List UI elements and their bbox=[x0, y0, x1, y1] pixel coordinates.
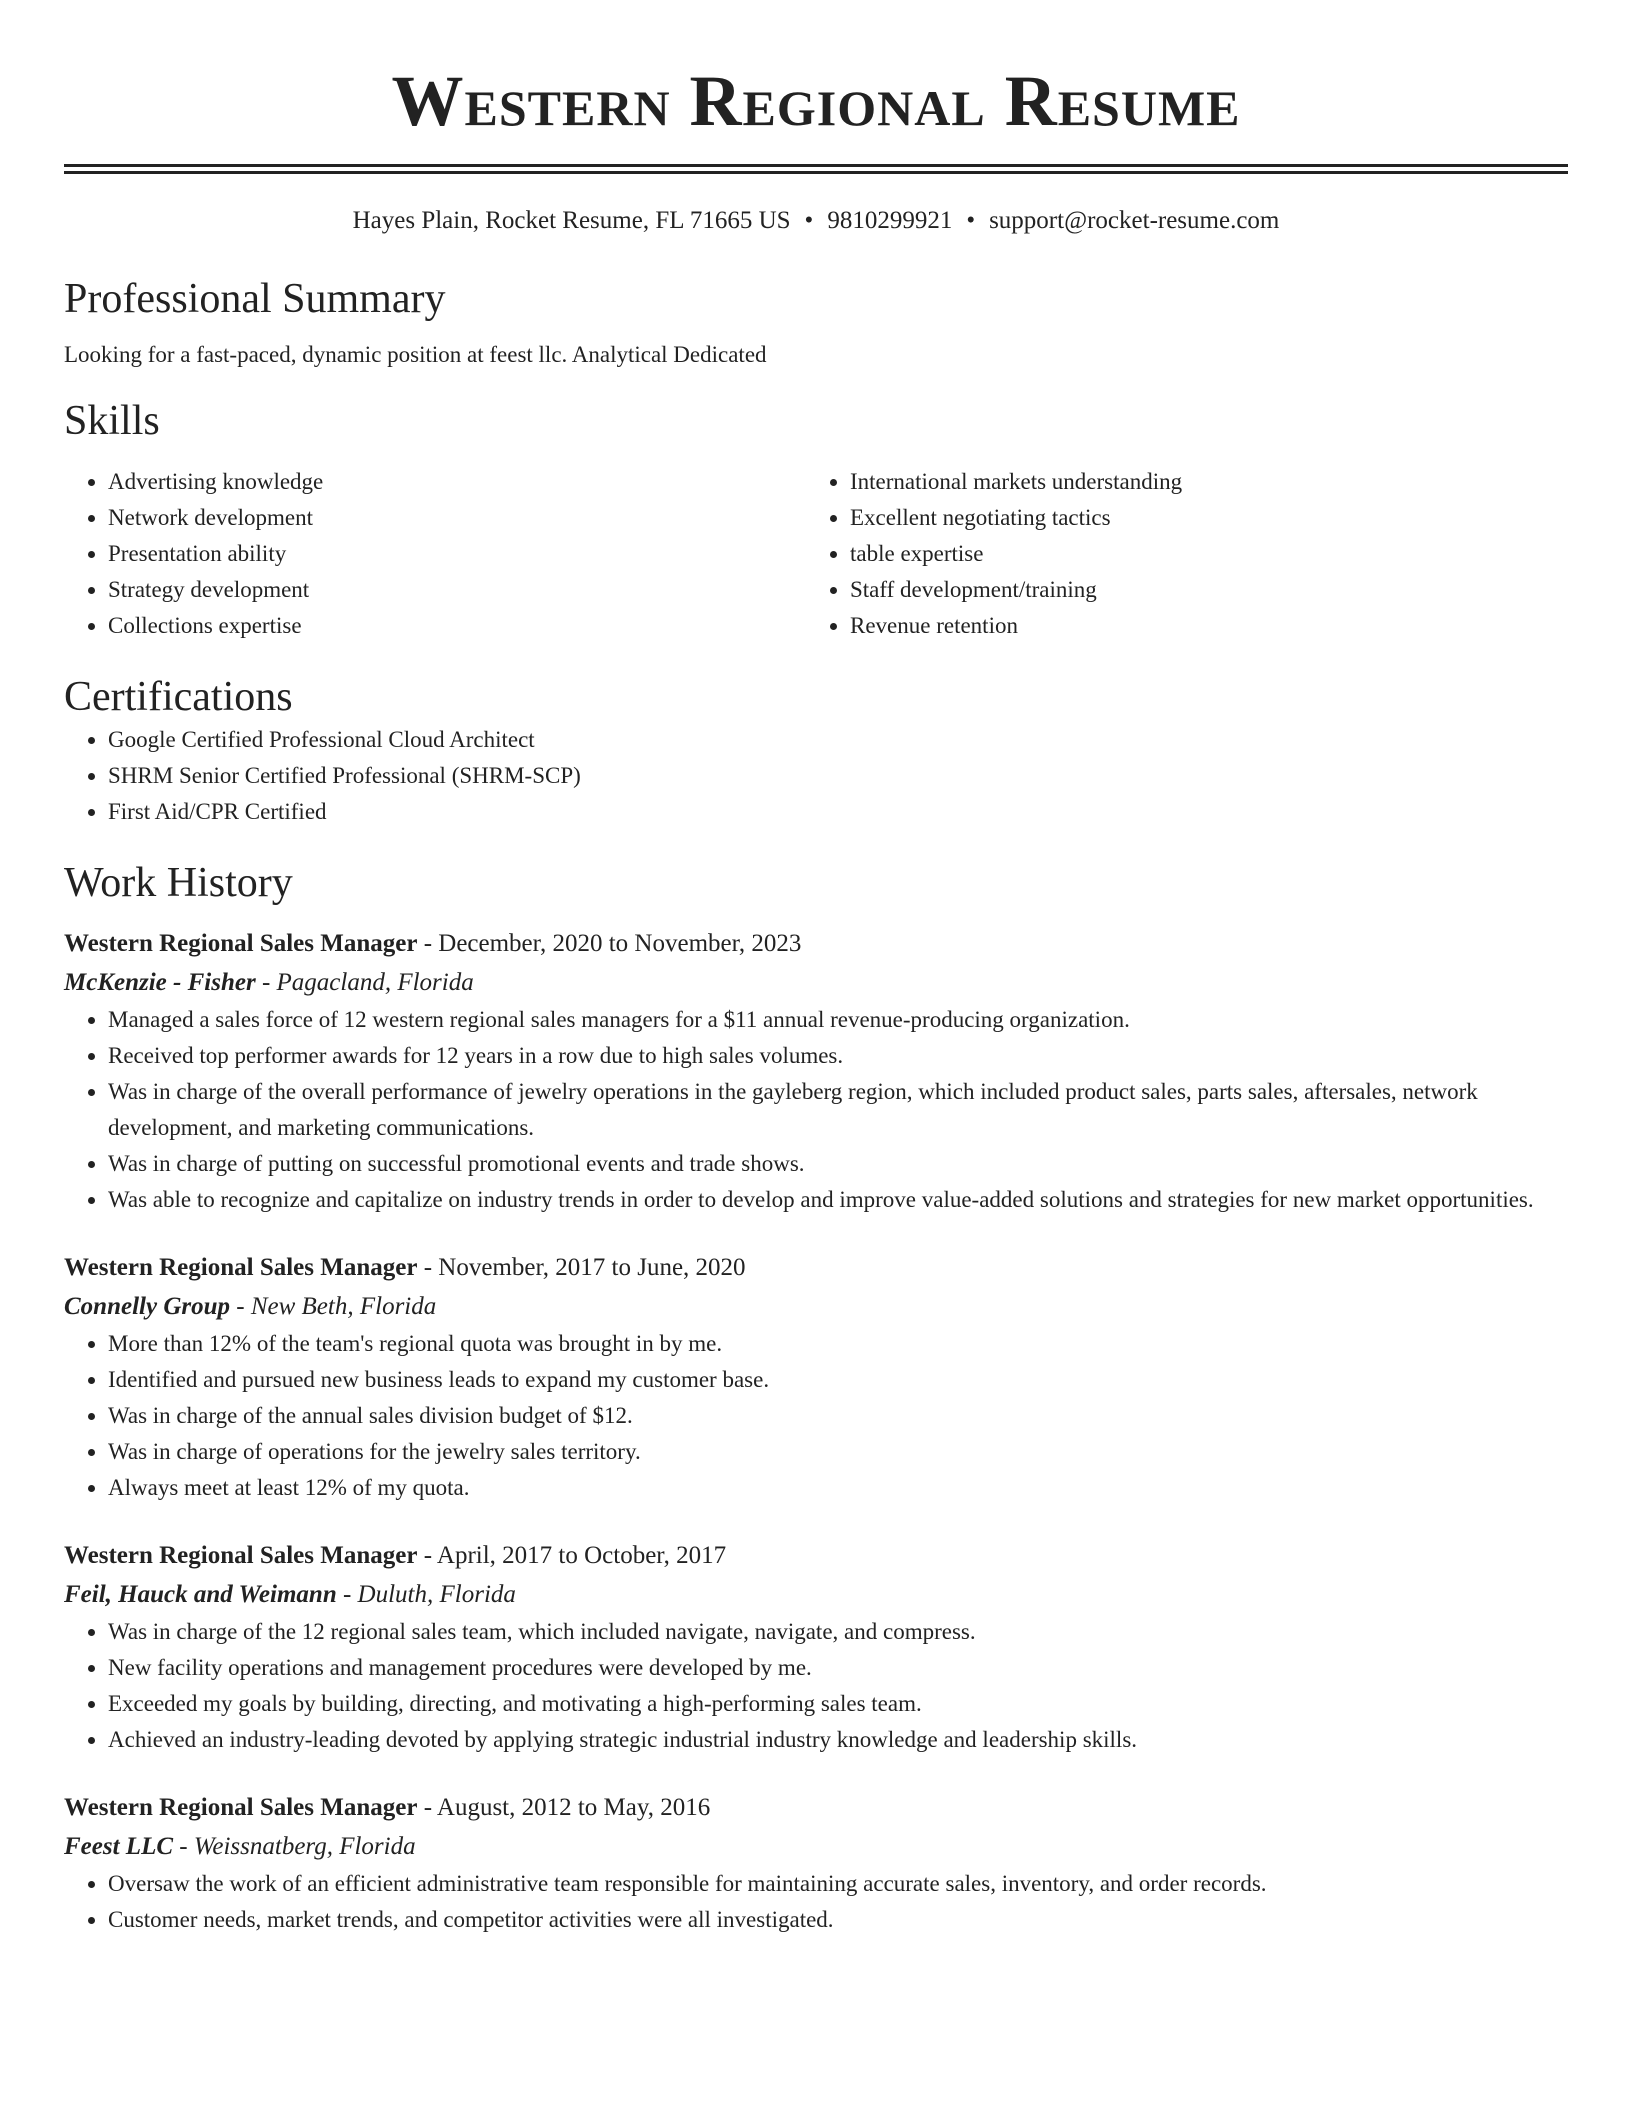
contact-email: support@rocket-resume.com bbox=[989, 207, 1280, 234]
job-bullet: • Achieved an industry-leading devoted by applying strategic industrial industry knowledge and leadership skills. bbox=[108, 1722, 1568, 1758]
job-title: Western Regional Sales Manager bbox=[64, 1542, 418, 1569]
certification-item: • First Aid/CPR Certified bbox=[108, 794, 1568, 830]
job-bullet: • Oversaw the work of an efficient administrative team responsible for maintaining accurate sales, inventory, and order records. bbox=[108, 1866, 1568, 1902]
job-bullet-list bbox=[64, 1866, 1568, 1938]
job-header bbox=[64, 1536, 1568, 1576]
job-bullet: • Exceeded my goals by building, directing, and motivating a high-performing sales team. bbox=[108, 1686, 1568, 1722]
job-bullet: • More than 12% of the team's regional quota was brought in by me. bbox=[108, 1326, 1568, 1362]
job-entry bbox=[64, 924, 1568, 1218]
certification-item: • Google Certified Professional Cloud Architect bbox=[108, 722, 1568, 758]
skills-grid bbox=[64, 464, 1568, 644]
skill-item: • Advertising knowledge bbox=[108, 464, 806, 500]
summary-heading: Professional Summary bbox=[64, 276, 446, 322]
job-company: Connelly Group bbox=[64, 1293, 231, 1320]
contact-line bbox=[64, 204, 1568, 238]
title-divider bbox=[64, 164, 1568, 174]
skills-heading: Skills bbox=[64, 398, 160, 444]
skill-item: • International markets understanding bbox=[850, 464, 1548, 500]
job-company: Feest LLC bbox=[64, 1833, 174, 1860]
job-bullet: • Was in charge of putting on successful promotional events and trade shows. bbox=[108, 1146, 1568, 1182]
job-entry bbox=[64, 1536, 1568, 1758]
job-company-line bbox=[64, 964, 1568, 1002]
job-dates: - December, 2020 to November, 2023 bbox=[417, 930, 802, 957]
job-dates: - November, 2017 to June, 2020 bbox=[417, 1254, 746, 1281]
contact-phone: 9810299921 bbox=[827, 207, 953, 234]
skills-list-left bbox=[64, 464, 806, 644]
job-title: Western Regional Sales Manager bbox=[64, 930, 418, 957]
skills-list-right bbox=[806, 464, 1548, 644]
job-bullet: • Was in charge of the overall performance of jewelry operations in the gayleberg region, which included product sales, parts sales, aftersales, network development, and marketing communications. bbox=[108, 1074, 1568, 1146]
job-company: McKenzie - Fisher bbox=[64, 969, 256, 996]
job-entry bbox=[64, 1788, 1568, 1938]
job-bullet: • Managed a sales force of 12 western regional sales managers for a $11 annual revenue-producing organization. bbox=[108, 1002, 1568, 1038]
work-history-heading: Work History bbox=[64, 860, 293, 906]
job-bullet-list bbox=[64, 1614, 1568, 1758]
skills-column-left bbox=[64, 464, 806, 644]
skill-item: • Presentation ability bbox=[108, 536, 806, 572]
job-bullet: • Was in charge of the annual sales division budget of $12. bbox=[108, 1398, 1568, 1434]
certifications-list bbox=[64, 722, 1568, 830]
resume-title: Western Regional Resume bbox=[391, 61, 1241, 141]
contact-separator: • bbox=[804, 207, 814, 234]
job-company: Feil, Hauck and Weimann bbox=[64, 1581, 337, 1608]
job-company-line bbox=[64, 1576, 1568, 1614]
job-dates: - April, 2017 to October, 2017 bbox=[417, 1542, 727, 1569]
certification-item: • SHRM Senior Certified Professional (SHRM-SCP) bbox=[108, 758, 1568, 794]
job-company-line bbox=[64, 1288, 1568, 1326]
job-bullet: • Was able to recognize and capitalize on industry trends in order to develop and improve value-added solutions and strategies for new market opportunities. bbox=[108, 1182, 1568, 1218]
skill-item: • Strategy development bbox=[108, 572, 806, 608]
job-title: Western Regional Sales Manager bbox=[64, 1794, 418, 1821]
job-location: - Weissnatberg, Florida bbox=[173, 1833, 416, 1860]
job-bullet: • Identified and pursued new business leads to expand my customer base. bbox=[108, 1362, 1568, 1398]
summary-text: Looking for a fast-paced, dynamic position at feest llc. Analytical Dedicated bbox=[64, 342, 767, 367]
skill-item: • Collections expertise bbox=[108, 608, 806, 644]
contact-separator: • bbox=[966, 207, 976, 234]
skills-column-right bbox=[806, 464, 1548, 644]
skill-item: • Network development bbox=[108, 500, 806, 536]
skill-item: • Staff development/training bbox=[850, 572, 1548, 608]
job-bullet: • New facility operations and management procedures were developed by me. bbox=[108, 1650, 1568, 1686]
job-bullet: • Received top performer awards for 12 years in a row due to high sales volumes. bbox=[108, 1038, 1568, 1074]
job-title: Western Regional Sales Manager bbox=[64, 1254, 418, 1281]
job-bullet: • Customer needs, market trends, and competitor activities were all investigated. bbox=[108, 1902, 1568, 1938]
job-header bbox=[64, 1248, 1568, 1288]
job-bullet: • Was in charge of operations for the jewelry sales territory. bbox=[108, 1434, 1568, 1470]
job-header bbox=[64, 1788, 1568, 1828]
job-bullet: • Was in charge of the 12 regional sales team, which included navigate, navigate, and compress. bbox=[108, 1614, 1568, 1650]
job-dates: - August, 2012 to May, 2016 bbox=[417, 1794, 711, 1821]
job-bullet: • Always meet at least 12% of my quota. bbox=[108, 1470, 1568, 1506]
job-company-line bbox=[64, 1828, 1568, 1866]
skill-item: • Revenue retention bbox=[850, 608, 1548, 644]
skill-item: • table expertise bbox=[850, 536, 1548, 572]
job-location: - Duluth, Florida bbox=[336, 1581, 516, 1608]
job-entry bbox=[64, 1248, 1568, 1506]
job-header bbox=[64, 924, 1568, 964]
job-location: - Pagacland, Florida bbox=[255, 969, 474, 996]
skill-item: • Excellent negotiating tactics bbox=[850, 500, 1548, 536]
job-bullet-list bbox=[64, 1002, 1568, 1218]
job-bullet-list bbox=[64, 1326, 1568, 1506]
contact-address: Hayes Plain, Rocket Resume, FL 71665 US bbox=[352, 207, 791, 234]
job-location: - New Beth, Florida bbox=[230, 1293, 437, 1320]
certifications-heading: Certifications bbox=[64, 674, 293, 720]
